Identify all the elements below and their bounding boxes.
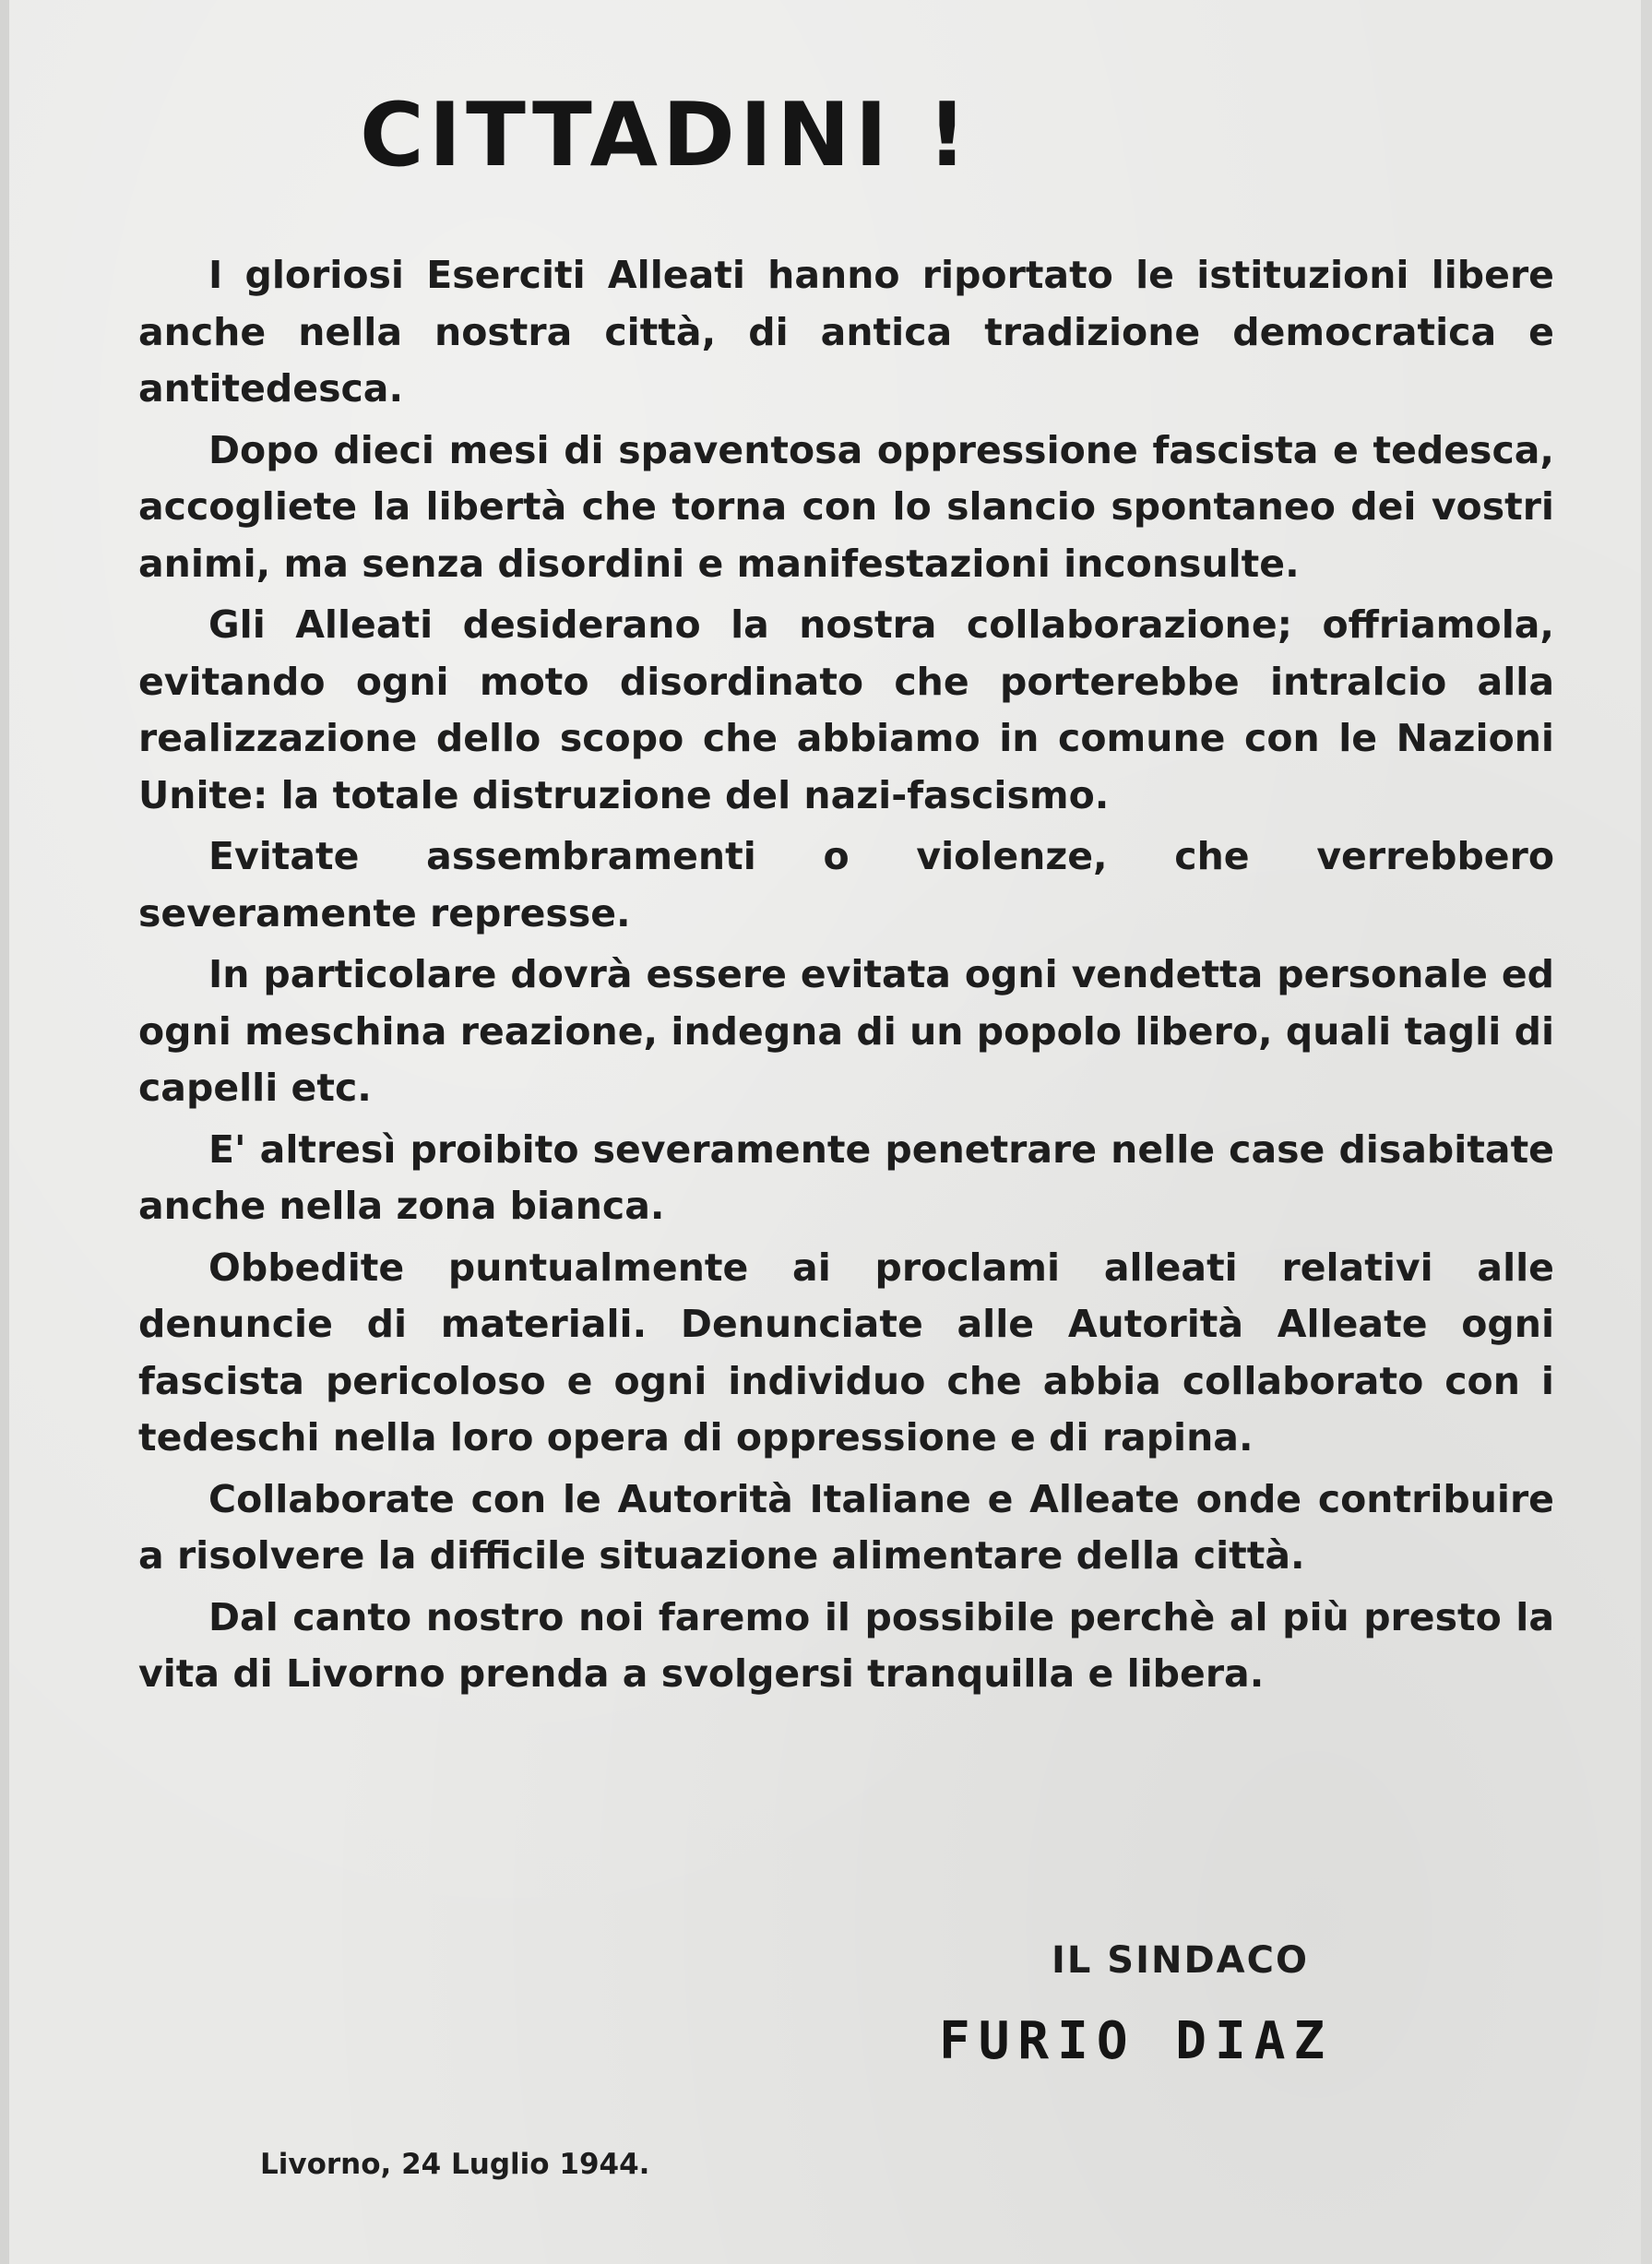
paragraph-7: Obbedite puntualmente ai proclami alleati relativi alle denuncie di materiali. Denunciate alle Autorità Alleate ogni fascista pericoloso e ogni individuo che abbia collaborato con i tedeschi nella loro opera di oppressione e di rapina. xyxy=(138,1245,1554,1460)
place-and-date: Livorno, 24 Luglio 1944. xyxy=(260,2148,650,2181)
paragraph-4: Evitate assembramenti o violenze, che verrebbero severamente represse. xyxy=(138,834,1554,935)
proclamation-body xyxy=(138,247,1554,1708)
paragraph-2: Dopo dieci mesi di spaventosa oppressione fascista e tedesca, accogliete la libertà che torna con lo slancio spontaneo dei vostri animi, ma senza disordini e manifestazioni inconsulte. xyxy=(138,427,1554,586)
paragraph-3: Gli Alleati desiderano la nostra collaborazione; offriamola, evitando ogni moto disordinato che porterebbe intralcio alla realizzazione dello scopo che abbiamo in comune con le Nazioni Unite: la totale distruzione del nazi-fascismo. xyxy=(138,602,1554,817)
paragraph-1: I gloriosi Eserciti Alleati hanno riportato le istituzioni libere anche nella nostra città, di antica tradizione democratica e antitedesca. xyxy=(138,253,1554,411)
signatory-office: IL SINDACO xyxy=(1052,1939,1309,1982)
signatory-name: FURIO DIAZ xyxy=(939,2011,1334,2071)
paragraph-6: E' altresì proibito severamente penetrare nelle case disabitate anche nella zona bianca. xyxy=(138,1126,1554,1228)
poster-title: CITTADINI ! xyxy=(360,85,972,186)
paragraph-5: In particolare dovrà essere evitata ogni vendetta personale ed ogni meschina reazione, indegna di un popolo libero, quali tagli di capelli etc. xyxy=(138,952,1554,1110)
paragraph-8: Collaborate con le Autorità Italiane e Alleate onde contribuire a risolvere la difficile situazione alimentare della città. xyxy=(138,1476,1554,1578)
paragraph-9: Dal canto nostro noi faremo il possibile perchè al più presto la vita di Livorno prenda a svolgersi tranquilla e libera. xyxy=(138,1594,1554,1696)
